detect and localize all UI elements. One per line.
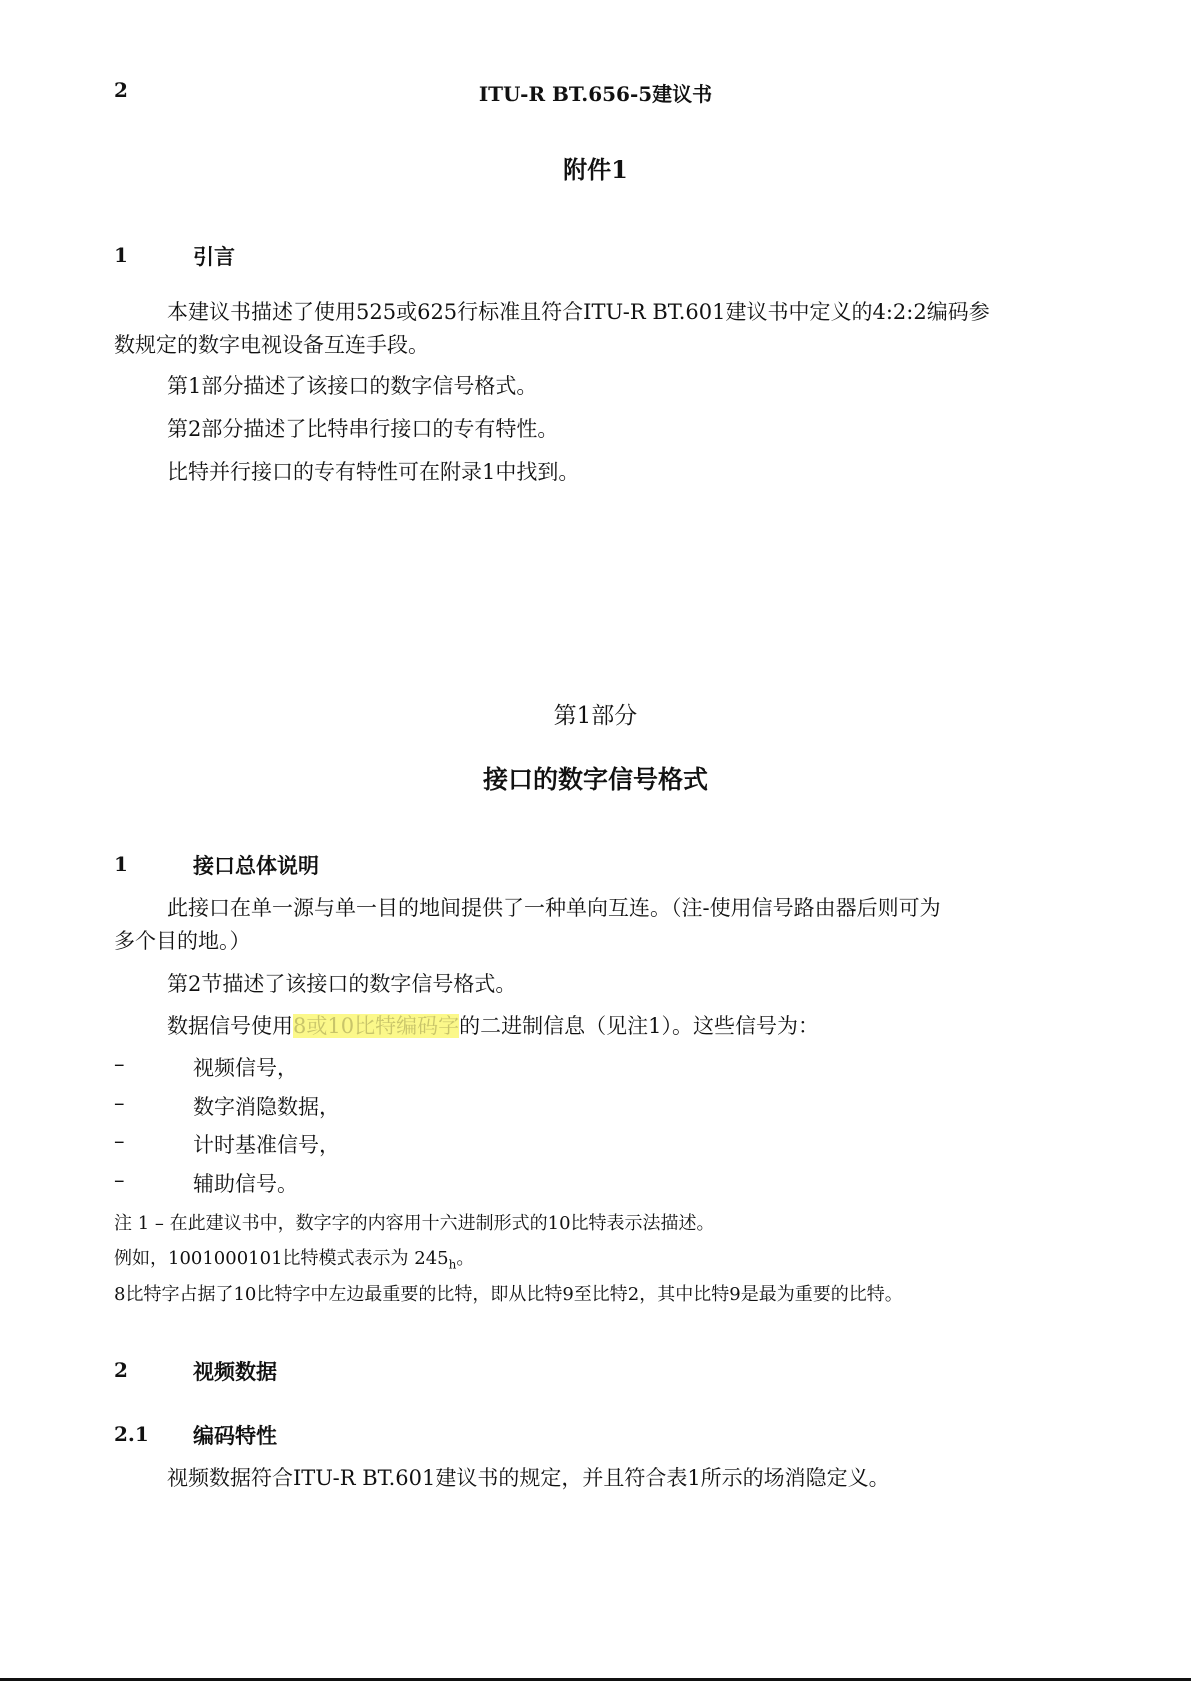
hex-subscript: h — [448, 1257, 457, 1272]
list-item-dash: – — [114, 1052, 125, 1076]
note-line1: 注 1 – 在此建议书中，数字字的内容用十六进制形式的10比特表示法描述。 — [114, 1213, 715, 1234]
section1-paragraph-line1: 此接口在单一源与单一目的地间提供了一种单向互连。（注-使用信号路由器后则可为 — [167, 896, 941, 920]
list-item-dash: – — [114, 1168, 125, 1192]
signals-text-pre: 数据信号使用 — [167, 1014, 293, 1038]
note-line2 — [114, 1244, 474, 1272]
intro-paragraph-part2: 第2部分描述了比特串行接口的专有特性。 — [167, 417, 559, 441]
intro-section-title: 引言 — [193, 244, 235, 269]
page-number: 2 — [114, 78, 128, 102]
section1-title: 接口总体说明 — [193, 853, 319, 878]
section2-1-number: 2.1 — [114, 1422, 149, 1446]
section1-paragraph-signals — [167, 1010, 819, 1040]
highlighted-phrase: 8或10比特编码字 — [293, 1014, 460, 1038]
intro-paragraph-line1: 本建议书描述了使用525或625行标准且符合ITU-R BT.601建议书中定义的4:2:2编码参 — [167, 300, 990, 324]
list-item-dash: – — [114, 1129, 125, 1153]
section2-title: 视频数据 — [193, 1359, 277, 1384]
intro-paragraph-line2: 数规定的数字电视设备互连手段。 — [114, 333, 429, 357]
list-item-ancillary-signal: 辅助信号。 — [193, 1172, 298, 1196]
section1-paragraph-line2: 多个目的地。） — [114, 929, 251, 953]
part-label: 第1部分 — [553, 703, 638, 729]
running-header-title: ITU-R BT.656-5建议书 — [478, 82, 713, 106]
list-item-timing-reference: 计时基准信号， — [193, 1133, 340, 1157]
section2-1-title: 编码特性 — [193, 1423, 277, 1448]
signals-text-post: 的二进制信息（见注1）。这些信号为： — [459, 1014, 819, 1038]
note-example-end: 。 — [456, 1248, 475, 1269]
section2-1-paragraph: 视频数据符合ITU-R BT.601建议书的规定，并且符合表1所示的场消隐定义。 — [167, 1466, 890, 1490]
intro-paragraph-appendix: 比特并行接口的专有特性可在附录1中找到。 — [167, 460, 580, 484]
section1-paragraph-format: 第2节描述了该接口的数字信号格式。 — [167, 972, 517, 996]
list-item-blanking-data: 数字消隐数据， — [193, 1095, 340, 1119]
intro-section-number: 1 — [114, 243, 128, 267]
note-example-text: 例如，1001000101比特模式表示为 245 — [114, 1248, 449, 1269]
page-bottom-rule — [0, 1678, 1191, 1681]
list-item-video-signal: 视频信号， — [193, 1056, 298, 1080]
list-item-dash: – — [114, 1091, 125, 1115]
annex-title: 附件1 — [563, 155, 628, 184]
intro-paragraph-part1: 第1部分描述了该接口的数字信号格式。 — [167, 374, 538, 398]
section2-number: 2 — [114, 1358, 128, 1382]
part-title: 接口的数字信号格式 — [482, 765, 708, 794]
section1-number: 1 — [114, 852, 128, 876]
note-line3: 8比特字占据了10比特字中左边最重要的比特，即从比特9至比特2，其中比特9是最为重要的比特。 — [114, 1284, 903, 1305]
